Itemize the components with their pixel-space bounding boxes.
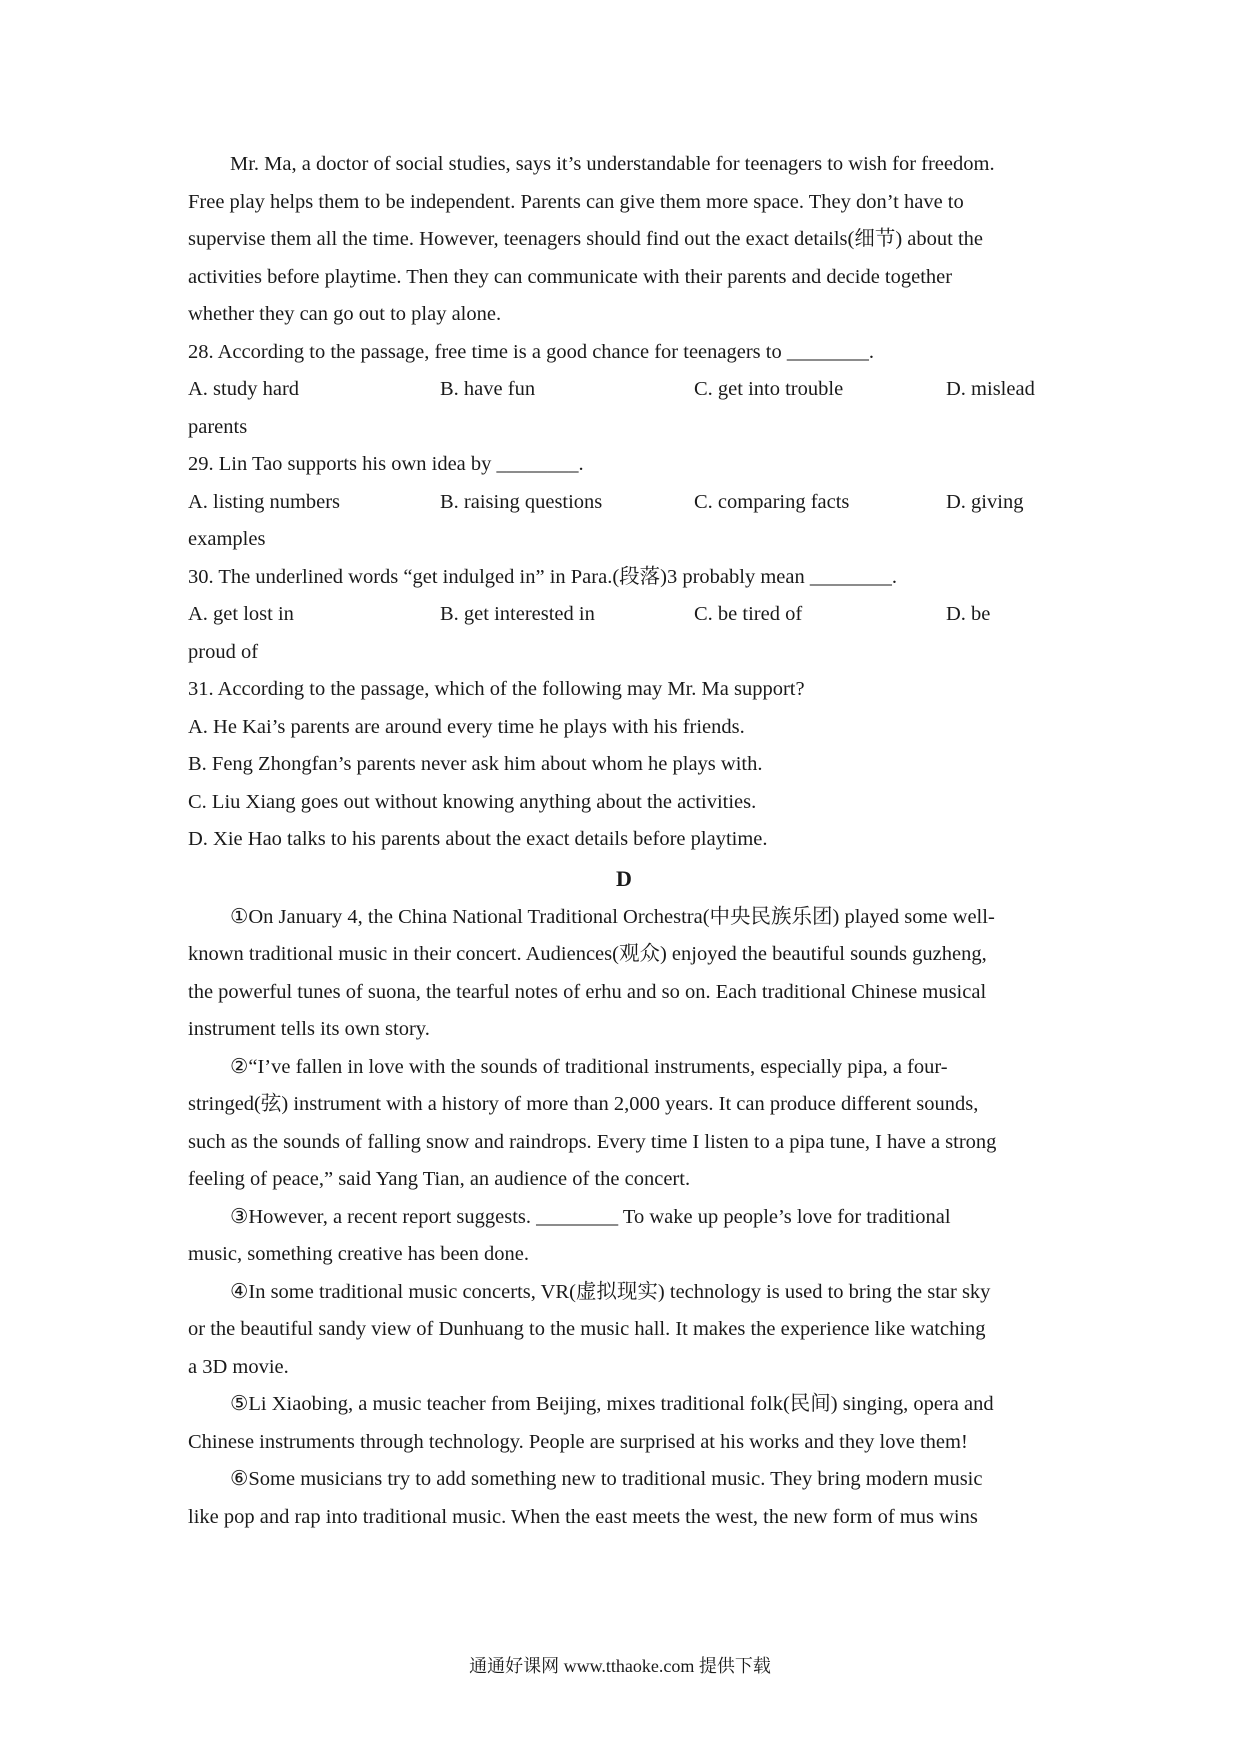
- paragraph-d-1: [188, 899, 1060, 1049]
- question-30: [188, 559, 1060, 672]
- text-line: ②“I’ve fallen in love with the sounds of traditional instruments, especially pipa, a four-: [230, 1055, 948, 1078]
- text-line: instrument tells its own story.: [188, 1018, 430, 1040]
- option-b: B. get interested in: [440, 603, 595, 625]
- text-line: activities before playtime. Then they can communicate with their parents and decide together: [188, 265, 953, 288]
- text-line: feeling of peace,” said Yang Tian, an audience of the concert.: [188, 1168, 691, 1190]
- text-line: Mr. Ma, a doctor of social studies, says it’s understandable for teenagers to wish for freedom.: [230, 153, 995, 175]
- text-line: like pop and rap into traditional music. When the east meets the west, the new form of mus wins: [188, 1505, 978, 1528]
- paragraph-d-3: [188, 1199, 1060, 1274]
- option-a: A. study hard: [188, 378, 300, 400]
- text-line: or the beautiful sandy view of Dunhuang to the music hall. It makes the experience like watching: [188, 1318, 986, 1340]
- text-line: ④In some traditional music concerts, VR(虚拟现实) technology is used to bring the star sky: [230, 1280, 991, 1303]
- option-c: C. get into trouble: [694, 378, 844, 400]
- text-line: ⑥Some musicians try to add something new to traditional music. They bring modern music: [230, 1468, 983, 1490]
- text-line: the powerful tunes of suona, the tearful notes of erhu and so on. Each traditional Chinese musical: [188, 980, 987, 1003]
- option-c: C. Liu Xiang goes out without knowing anything about the activities.: [188, 790, 757, 813]
- paragraph-d-6: [188, 1461, 1060, 1536]
- text-line: music, something creative has been done.: [188, 1243, 529, 1265]
- option-a: A. He Kai’s parents are around every time he plays with his friends.: [188, 715, 745, 738]
- question-options: [188, 371, 1060, 409]
- option-d-continuation: examples: [188, 528, 266, 550]
- option-d: D. giving: [946, 490, 1024, 513]
- option-a: A. get lost in: [188, 603, 294, 625]
- option-d: D. mislead: [946, 378, 1035, 400]
- page-footer: 通通好课网 www.tthaoke.com 提供下载: [469, 1656, 771, 1676]
- question-options: [188, 596, 1060, 634]
- option-a: A. listing numbers: [188, 490, 341, 513]
- text-line: such as the sounds of falling snow and raindrops. Every time I listen to a pipa tune, I have a strong: [188, 1130, 997, 1153]
- text-line: ③However, a recent report suggests. ________ To wake up people’s love for traditional: [230, 1205, 951, 1228]
- option-b: B. raising questions: [440, 490, 603, 513]
- question-31: [188, 671, 1060, 859]
- page-content: [188, 146, 1060, 1536]
- option-c: C. be tired of: [694, 603, 803, 625]
- text-line: whether they can go out to play alone.: [188, 303, 502, 325]
- option-b: B. have fun: [440, 378, 536, 400]
- question-28: [188, 334, 1060, 447]
- option-b: B. Feng Zhongfan’s parents never ask him about whom he plays with.: [188, 753, 763, 775]
- section-heading-d: D: [616, 865, 632, 891]
- option-d-continuation: parents: [188, 415, 248, 438]
- question-29: [188, 446, 1060, 559]
- text-line: supervise them all the time. However, teenagers should find out the exact details(细节) about the: [188, 228, 984, 250]
- text-line: ①On January 4, the China National Traditional Orchestra(中央民族乐团) played some well-: [230, 905, 995, 928]
- paragraph-d-5: [188, 1386, 1060, 1461]
- text-line: stringed(弦) instrument with a history of more than 2,000 years. It can produce different sounds,: [188, 1093, 979, 1115]
- text-line: ⑤Li Xiaobing, a music teacher from Beijing, mixes traditional folk(民间) singing, opera and: [230, 1393, 994, 1415]
- text-line: known traditional music in their concert. Audiences(观众) enjoyed the beautiful sounds guzheng,: [188, 943, 987, 965]
- question-stem: 30. The underlined words “get indulged in” in Para.(段落)3 probably mean ________.: [188, 565, 897, 588]
- text-line: a 3D movie.: [188, 1355, 289, 1378]
- text-line: Chinese instruments through technology. People are surprised at his works and they love them!: [188, 1430, 968, 1453]
- option-d: D. be: [946, 603, 991, 625]
- option-d-continuation: proud of: [188, 640, 259, 663]
- question-options: [188, 484, 1060, 522]
- question-stem: 29. Lin Tao supports his own idea by ________.: [188, 453, 584, 475]
- question-stem: 28. According to the passage, free time is a good chance for teenagers to ________.: [188, 340, 874, 363]
- question-stem: 31. According to the passage, which of the following may Mr. Ma support?: [188, 678, 805, 700]
- text-line: Free play helps them to be independent. Parents can give them more space. They don’t have to: [188, 190, 964, 213]
- paragraph-mr-ma: [188, 146, 1060, 334]
- option-c: C. comparing facts: [694, 490, 850, 513]
- paragraph-d-2: [188, 1049, 1060, 1199]
- paragraph-d-4: [188, 1274, 1060, 1387]
- option-d: D. Xie Hao talks to his parents about the exact details before playtime.: [188, 828, 768, 850]
